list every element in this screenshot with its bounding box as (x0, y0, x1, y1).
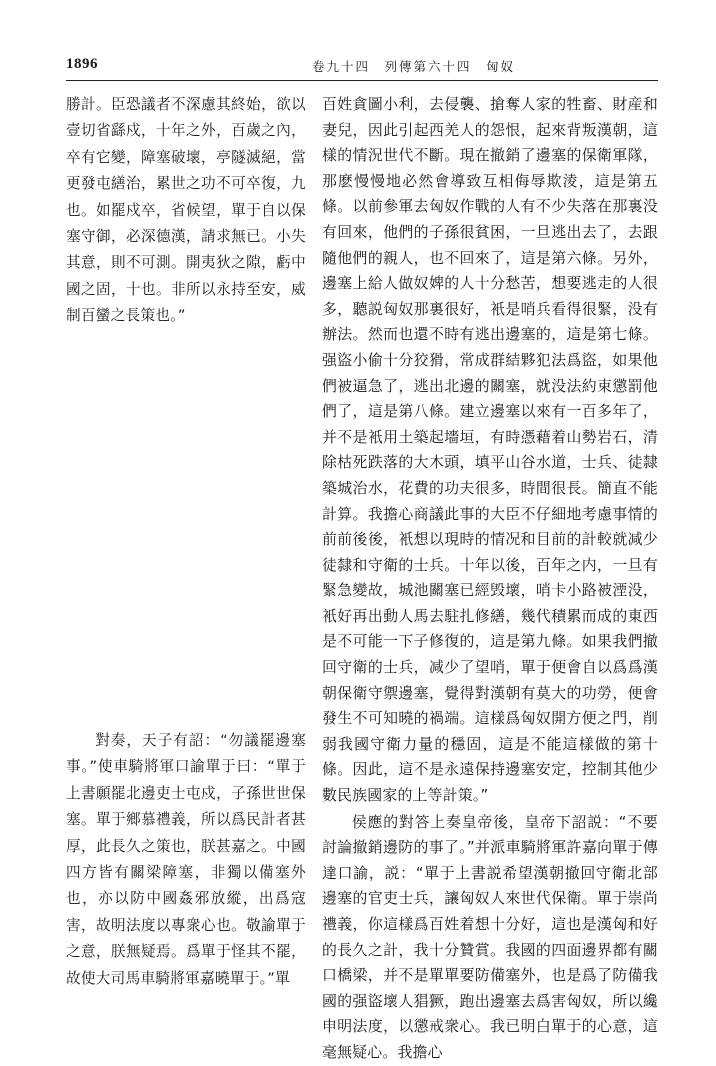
page-header (66, 56, 658, 78)
translation-column (322, 92, 658, 1066)
header-rule (66, 80, 658, 81)
running-head: 卷九十四 列傳第六十四 匈奴 (312, 59, 516, 74)
translation-paragraph: 侯應的對答上奏皇帝後，皇帝下詔説：“不要討論撤銷邊防的事了。”并派車騎將軍許嘉向單于傳達口諭，説：“單于上書説希望漢朝撤回守衛北部邊塞的官吏士兵，讓匈奴人來世代保衛。單于崇尚禮義，你這樣爲百姓着想十分好，這也是漢匈和好的長久之計，我十分贊賞。我國的四面邊界都有關口橋梁，并不是單單要防備塞外，也是爲了防備我國的强盜壞人猖獗，跑出邊塞去爲害匈奴，所以纔申明法度，以懲戒衆心。我已明白單于的心意，這毫無疑心。我擔心 (322, 812, 658, 1061)
original-text-block-1 (66, 92, 306, 330)
original-paragraph: 勝計。臣恐議者不深慮其終始，欲以壹切省繇戍，十年之外，百歲之內，卒有它變，障塞破壞，亭隧滅絕，當更發屯繕治，累世之功不可卒復，九也。如罷戍卒，省候望，單于自以保塞守御，必深德漢，請求無已。小失其意，則不可測。開夷狄之隙，虧中國之固，十也。非所以永持至安，威制百蠻之長策也。” (66, 96, 306, 325)
page-number: 1896 (66, 56, 98, 72)
translation-paragraph: 百姓貪圖小利，去侵襲、搶奪人家的牲畜、財産和妻兒，因此引起西羌人的怨恨，起來背叛漢朝，這樣的情況世代不斷。現在撤銷了邊塞的保衛軍隊，那麽慢慢地必然會導致互相侮辱欺淩，這是第五條。以前參軍去匈奴作戰的人有不少失落在那裏没有回來，他們的子孫很貧困，一旦逃出去了，去跟隨他們的親人，也不回來了，這是第六條。另外，邊塞上給人做奴婢的人十分愁苦，想要逃走的人很多，聽説匈奴那裏很好，衹是哨兵看得很緊，没有辦法。然而也還不時有逃出邊塞的，這是第七條。强盜小偷十分狡猾，常成群結夥犯法爲盜，如果他們被逼急了，逃出北邊的關塞，就没法約束懲罰他們了，這是第八條。建立邊塞以來有一百多年了，并不是衹用土築起墻垣，有時憑藉着山勢岩石，清除枯死跌落的大木頭，填平山谷水道，士兵、徒隸築城治水，花費的功夫很多，時間很長。簡直不能計算。我擔心商議此事的大臣不仔細地考慮事情的前前後後，衹想以現時的情况和目前的計較就减少徒隸和守衛的士兵。十年以後，百年之内，一旦有緊急變故，城池關塞已經毁壞，哨卡小路被湮没，衹好再出動人馬去駐扎修繕，幾代積累而成的東西是不可能一下子修復的，這是第九條。如果我們撤回守衛的士兵，减少了望哨，單于便會自以爲爲漢朝保衛守禦邊塞，覺得對漢朝有莫大的功勞，便會發生不可知曉的禍端。這樣爲匈奴開方便之門，削弱我國守衛力量的穩固，這是不能這樣做的第十條。因此，這不是永遠保持邊塞安定，控制其他少數民族國家的上等計策。” (322, 95, 658, 805)
original-paragraph: 對奏，天子有詔：“勿議罷邊塞事。”使車騎將軍口諭單于曰：“單于上書願罷北邊吏士屯戍，子孫世世保塞。單于鄉慕禮義，所以爲民計者甚厚，此長久之策也，朕甚嘉之。中國四方皆有關梁障塞，非獨以備塞外也，亦以防中國姦邪放縱，出爲寇害，故明法度以專衆心也。敬諭單于之意，朕無疑焉。爲單于怪其不罷，故使大司馬車騎將軍嘉曉單于。”單 (66, 732, 306, 987)
original-text-block-2 (66, 728, 306, 992)
